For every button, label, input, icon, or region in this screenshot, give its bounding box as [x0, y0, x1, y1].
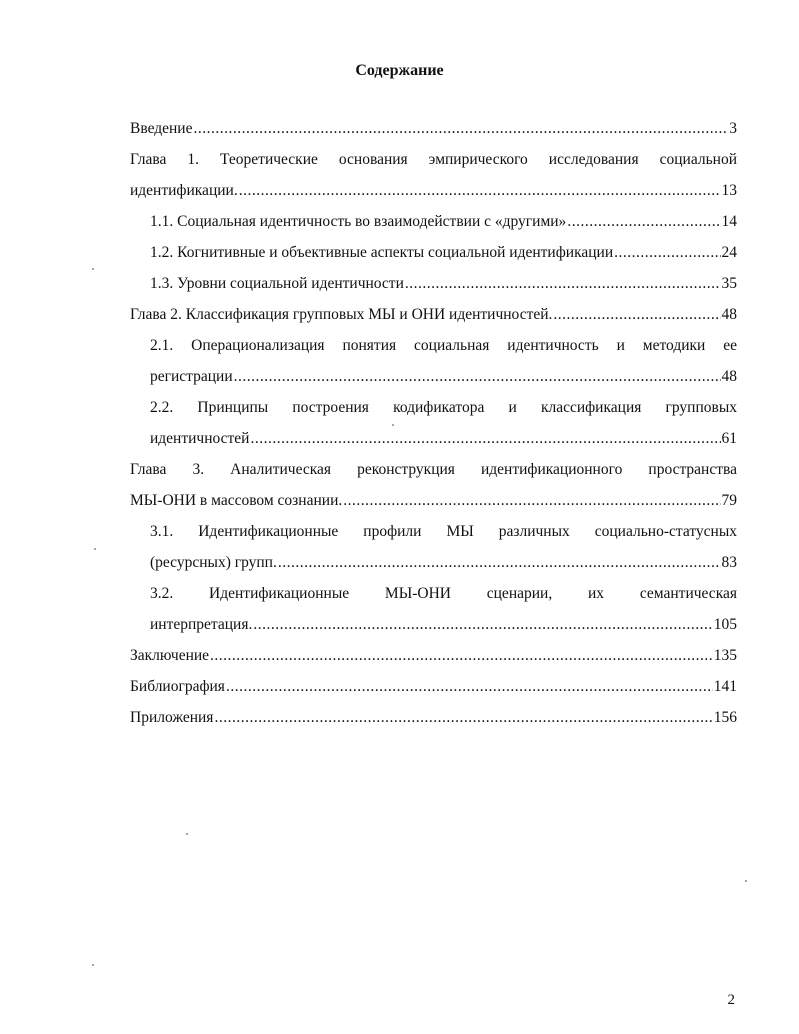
scan-speck	[392, 424, 394, 426]
toc-page-number: 79	[721, 492, 737, 509]
toc-page-number: 105	[713, 616, 737, 633]
toc-entry-section-1-2[interactable]	[130, 237, 737, 268]
page-title: Содержание	[355, 62, 444, 79]
dot-leader	[239, 175, 721, 206]
dot-leader	[193, 113, 728, 144]
scan-speck	[186, 833, 188, 835]
toc-page-number: 83	[721, 554, 737, 571]
toc-entry-chapter-3[interactable]	[130, 454, 737, 516]
toc-entry-title: регистрации	[150, 368, 233, 385]
toc-entry-title: 1.3. Уровни социальной идентичности	[150, 275, 404, 292]
dot-leader	[405, 268, 721, 299]
toc-entry-title: Введение	[130, 120, 193, 137]
toc-entry-title: 1.1. Социальная идентичность во взаимодействии с «другими»	[150, 213, 567, 230]
dot-leader	[214, 702, 712, 733]
toc-page-number: 14	[721, 213, 737, 230]
toc-page-number: 35	[721, 275, 737, 292]
table-of-contents	[130, 113, 737, 733]
page-number: 2	[727, 992, 735, 1008]
toc-page-number: 61	[721, 430, 737, 447]
toc-page-number: 156	[713, 709, 737, 726]
scan-speck	[92, 268, 94, 270]
toc-entry-title-line: 3.1. Идентификационные профили МЫ различных социально-статусных	[150, 523, 737, 540]
scan-speck	[745, 880, 747, 882]
toc-entry-chapter-1[interactable]	[130, 144, 737, 206]
toc-page-number: 141	[713, 678, 737, 695]
toc-entry-title: интерпретация.	[150, 616, 253, 633]
toc-entry-section-2-1[interactable]	[130, 330, 737, 392]
toc-entry-title: Глава 2. Классификация групповых МЫ и ОНИ идентичностей.	[130, 306, 553, 323]
dot-leader	[226, 671, 713, 702]
scan-speck	[94, 548, 96, 550]
toc-entry-introduction[interactable]	[130, 113, 737, 144]
scan-speck	[92, 964, 94, 966]
dot-leader	[343, 485, 720, 516]
dot-leader	[210, 640, 713, 671]
toc-entry-section-3-2[interactable]	[130, 578, 737, 640]
dot-leader	[614, 237, 720, 268]
toc-page-number: 24	[721, 244, 737, 261]
toc-entry-title: МЫ-ОНИ в массовом сознании.	[130, 492, 343, 509]
dot-leader	[278, 547, 721, 578]
toc-entry-title-line: 3.2. Идентификационные МЫ-ОНИ сценарии, их семантическая	[150, 585, 737, 602]
toc-entry-appendices[interactable]	[130, 702, 737, 733]
toc-entry-title: Заключение	[130, 647, 210, 664]
dot-leader	[553, 299, 720, 330]
toc-entry-title: 1.2. Когнитивные и объективные аспекты социальной идентификации	[150, 244, 614, 261]
toc-entry-conclusion[interactable]	[130, 640, 737, 671]
toc-entry-title: Библиография	[130, 678, 225, 695]
toc-entry-section-2-2[interactable]	[130, 392, 737, 454]
toc-entry-title-line: Глава 1. Теоретические основания эмпирического исследования социальной	[130, 151, 737, 168]
toc-entry-title: идентичностей	[150, 430, 250, 447]
toc-entry-title-line: 2.2. Принципы построения кодификатора и классификация групповых	[150, 399, 737, 416]
toc-entry-title: (ресурсных) групп.	[150, 554, 277, 571]
toc-entry-chapter-2[interactable]	[130, 299, 737, 330]
toc-page-number: 135	[713, 647, 737, 664]
dot-leader	[567, 206, 720, 237]
dot-leader	[250, 423, 720, 454]
toc-entry-section-1-1[interactable]	[130, 206, 737, 237]
toc-entry-section-3-1[interactable]	[130, 516, 737, 578]
toc-entry-section-1-3[interactable]	[130, 268, 737, 299]
toc-page-number: 48	[721, 368, 737, 385]
toc-page-number: 48	[721, 306, 737, 323]
toc-entry-title-line: Глава 3. Аналитическая реконструкция идентификационного пространства	[130, 461, 737, 478]
dot-leader	[234, 361, 721, 392]
toc-entry-bibliography[interactable]	[130, 671, 737, 702]
toc-entry-title: Приложения	[130, 709, 214, 726]
toc-entry-title-line: 2.1. Операционализация понятия социальная идентичность и методики ее	[150, 337, 737, 354]
toc-page-number: 13	[721, 182, 737, 199]
toc-entry-title: идентификации.	[130, 182, 238, 199]
toc-page-number: 3	[729, 120, 737, 137]
dot-leader	[253, 609, 712, 640]
